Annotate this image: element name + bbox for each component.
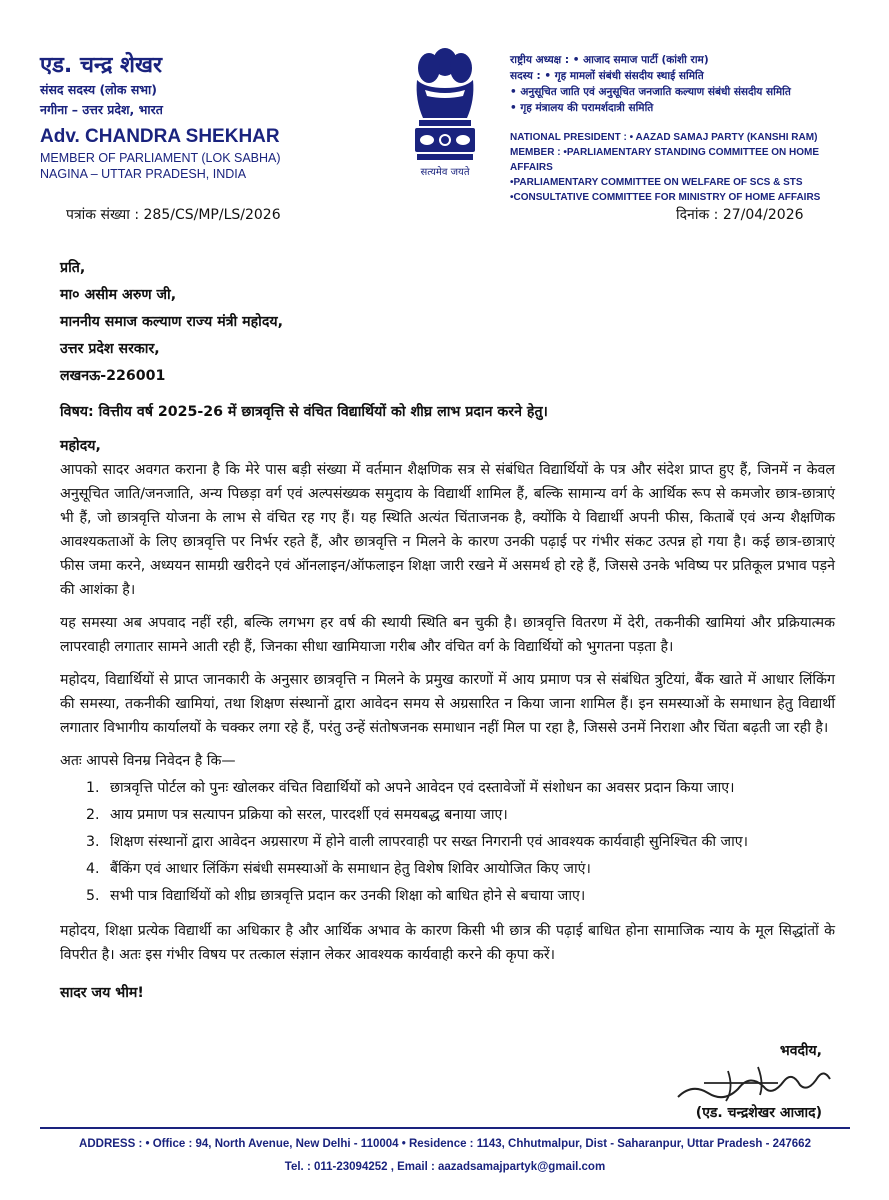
hindi-place: नगीना – उत्तर प्रदेश, भारत: [40, 102, 163, 117]
subject-line: विषय: वित्तीय वर्ष 2025-26 में छात्रवृत्ति से वंचित विद्यार्थियों को शीघ्र लाभ प्रदान करने हेतु।: [60, 404, 548, 420]
recipient-line: लखनऊ-226001: [60, 368, 166, 384]
final-paragraph: महोदय, शिक्षा प्रत्येक विद्यार्थी का अधिकार है और आर्थिक अभाव के कारण किसी भी छात्र की पढ़ाई बाधित होना सामाजिक न्याय के मूल सिद्धांतों के विपरीत है। अतः इस गंभीर विषय पर तत्काल संज्ञान लेकर आवश्यक कार्यवाही करने की कृपा करें।: [60, 923, 835, 963]
hindi-title: संसद सदस्य (लोक सभा): [40, 82, 158, 97]
footer-address: ADDRESS : • Office : 94, North Avenue, New Delhi - 110004 • Residence : 1143, Chhutmalpur, Dist - Saharanpur, Uttar Pradesh - 247662: [79, 1138, 811, 1150]
closing-line: सादर जय भीम!: [60, 985, 144, 1001]
hindi-role: राष्ट्रीय अध्यक्ष : • आजाद समाज पार्टी (कांशी राम): [510, 54, 709, 66]
list-item: 2. आय प्रमाण पत्र सत्यापन प्रक्रिया को सरल, पारदर्शी एवं समयबद्ध बनाया जाए।: [86, 807, 508, 823]
emblem-motto: सत्यमेव जयते: [420, 167, 470, 178]
hindi-role: सदस्य : • गृह मामलों संबंधी संसदीय स्थाई समिति: [510, 70, 704, 82]
letterhead-left: [40, 52, 370, 182]
paragraph: यह समस्या अब अपवाद नहीं रही, बल्कि लगभग हर वर्ष की स्थायी स्थिति बन चुकी है। छात्रवृत्ति वितरण में देरी, तकनीकी खामियां और प्रक्रियात्मक लापरवाही लगातार सामने आती रही हैं, जिनका सीधा खामियाजा गरीब और वंचित वर्ग के विद्यार्थियों को भुगतना पड़ता है।: [60, 615, 835, 655]
sign-off: भवदीय,: [779, 1043, 822, 1059]
reference-number: पत्रांक संख्या : 285/CS/MP/LS/2026: [66, 207, 281, 223]
hindi-role: • गृह मंत्रालय की परामर्शदात्री समिति: [510, 102, 654, 114]
english-role: •CONSULTATIVE COMMITTEE FOR MINISTRY OF HOME AFFAIRS: [510, 192, 821, 203]
list-item: 3. शिक्षण संस्थानों द्वारा आवेदन अग्रसारण में होने वाली लापरवाही पर सख्त निगरानी एवं आवश्यक कार्यवाही सुनिश्चित की जाए।: [86, 834, 748, 850]
request-list: [60, 775, 835, 910]
letter-body: [60, 255, 835, 1005]
letterhead-right: [510, 52, 850, 205]
national-emblem-icon: [395, 40, 495, 182]
recipient-line: उत्तर प्रदेश सरकार,: [60, 341, 160, 357]
salutation: महोदय,: [60, 438, 101, 454]
paragraph: आपको सादर अवगत कराना है कि मेरे पास बड़ी संख्या में वर्तमान शैक्षणिक सत्र से संबंधित विद्यार्थियों के पत्र और संदेश प्राप्त हुए हैं, जिनमें न केवल अनुसूचित जाति/जनजाति, अन्य पिछड़ा वर्ग एवं अल्पसंख्यक समुदाय के विद्यार्थी शामिल हैं, बल्कि सामान्य वर्ग के आर्थिक रूप से कमजोर छात्र-छात्राएं भी हैं, जो छात्रवृत्ति योजना के लाभ से वंचित रह गए हैं। यह स्थिति अत्यंत चिंताजनक है, क्योंकि ये विद्यार्थी अपनी फीस, किताबें एवं अन्य शैक्षणिक आवश्यकताओं के लिए छात्रवृत्ति पर निर्भर रहते हैं, और छात्रवृत्ति न मिलने के कारण उनकी पढ़ाई पर गंभीर संकट उत्पन्न हो गया है। कई छात्र-छात्राएं फीस जमा करने, अध्ययन सामग्री खरीदने एवं ऑनलाइन/ऑफलाइन शिक्षा जारी रखने में असमर्थ हो रहे हैं, जिससे उनके भविष्य पर प्रतिकूल प्रभाव पड़ने की आशंका है।: [60, 462, 835, 598]
english-role: •PARLIAMENTARY COMMITTEE ON WELFARE OF SCS & STS: [510, 177, 803, 188]
recipient-line: मा० असीम अरुण जी,: [60, 287, 177, 303]
request-intro: अतः आपसे विनम्र निवेदन है कि—: [60, 753, 236, 769]
hindi-name: एड. चन्द्र शेखर: [40, 53, 163, 78]
english-name: Adv. CHANDRA SHEKHAR: [40, 126, 280, 147]
footer-divider: [40, 1127, 850, 1129]
letter-date: दिनांक : 27/04/2026: [676, 207, 804, 223]
english-role: MEMBER : •PARLIAMENTARY STANDING COMMITTEE ON HOME AFFAIRS: [510, 147, 820, 173]
list-item: 4. बैंकिंग एवं आधार लिंकिंग संबंधी समस्याओं के समाधान हेतु विशेष शिविर आयोजित किए जाएं।: [86, 861, 591, 877]
hindi-role: • अनुसूचित जाति एवं अनुसूचित जनजाति कल्याण संबंधी संसदीय समिति: [510, 86, 791, 98]
signer-name: (एड. चन्द्रशेखर आजाद): [695, 1105, 822, 1121]
english-title: MEMBER OF PARLIAMENT (LOK SABHA): [40, 151, 281, 165]
recipient-line: माननीय समाज कल्याण राज्य मंत्री महोदय,: [60, 314, 283, 330]
recipient-line: प्रति,: [60, 260, 86, 276]
list-item: 5. सभी पात्र विद्यार्थियों को शीघ्र छात्रवृत्ति प्रदान कर उनकी शिक्षा को बाधित होने से बचाया जाए।: [86, 888, 586, 904]
footer-contact: Tel. : 011-23094252 , Email : aazadsamajpartyk@gmail.com: [284, 1161, 606, 1173]
footer: [40, 1133, 850, 1179]
paragraph: महोदय, विद्यार्थियों से प्राप्त जानकारी के अनुसार छात्रवृत्ति न मिलने के प्रमुख कारणों में आय प्रमाण पत्र से संबंधित त्रुटियां, बैंक खाते में आधार लिंकिंग की समस्या, तकनीकी खामियां, तथा शिक्षण संस्थानों द्वारा आवेदन समय से अग्रसारित न किया जाना शामिल हैं। इन समस्याओं के समाधान हेतु विद्यार्थी लगातार विभागीय कार्यालयों के चक्कर लगा रहे हैं, परंतु उन्हें संतोषजनक समाधान नहीं मिल पा रहा है, जिससे उनमें निराशा और चिंता बढ़ती जा रही है।: [60, 672, 835, 736]
signature-block: [640, 1035, 860, 1125]
list-item: 1. छात्रवृत्ति पोर्टल को पुनः खोलकर वंचित विद्यार्थियों को अपने आवेदन एवं दस्तावेजों में संशोधन का अवसर प्रदान किया जाए।: [86, 780, 735, 796]
english-place: NAGINA – UTTAR PRADESH, INDIA: [40, 167, 247, 181]
english-role: NATIONAL PRESIDENT : • AAZAD SAMAJ PARTY (KANSHI RAM): [510, 132, 818, 143]
